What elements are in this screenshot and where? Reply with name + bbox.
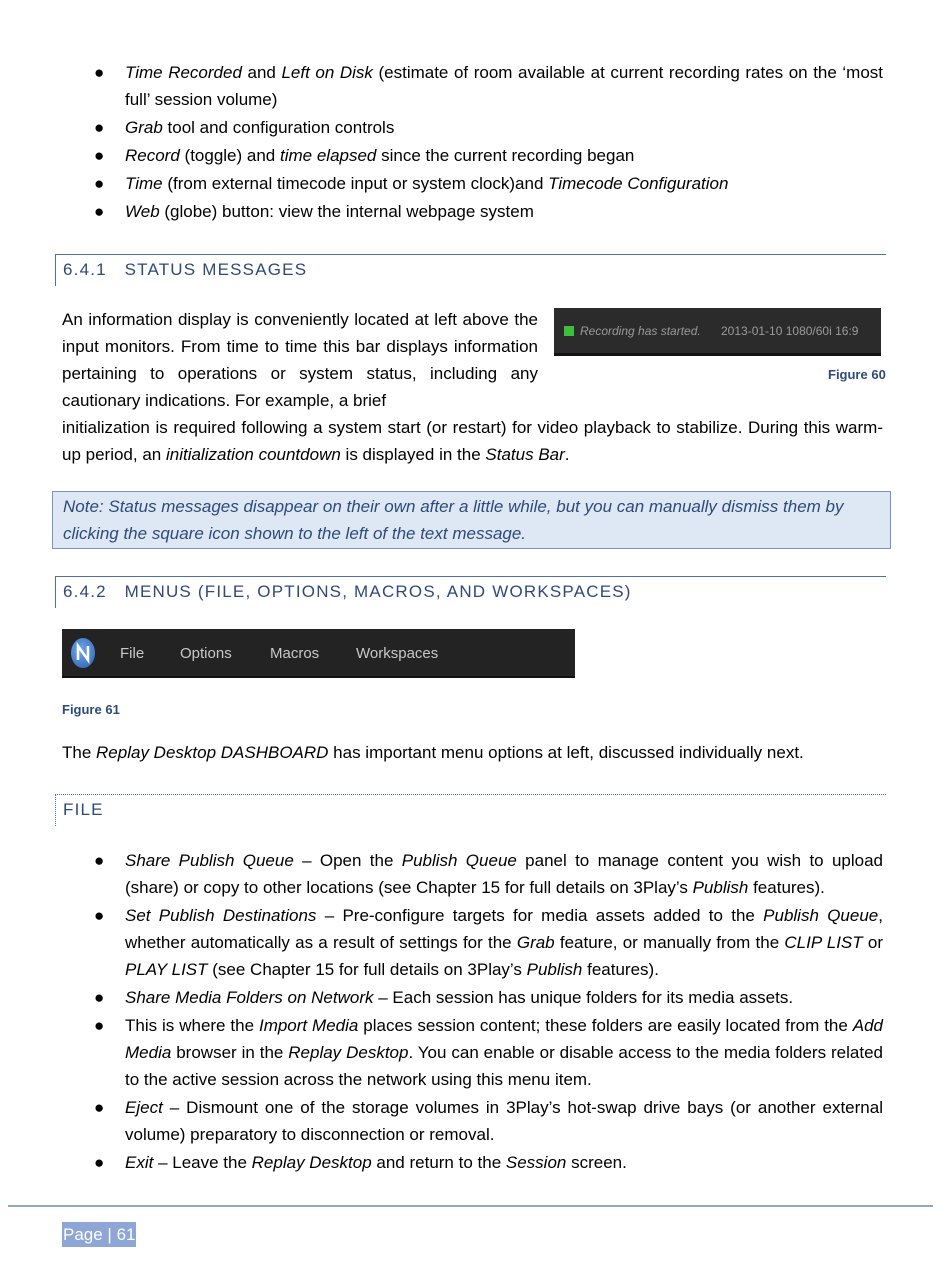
emphasis-text: Grab (125, 118, 163, 137)
bullet-icon: ● (94, 174, 105, 193)
text-run: tool and configuration controls (162, 118, 395, 137)
bullet-icon: ● (94, 63, 105, 82)
emphasis-text: Status Bar (485, 445, 565, 464)
text-run: . (564, 445, 570, 464)
bullet-icon: ● (94, 1153, 105, 1172)
bullet-icon: ● (94, 146, 105, 165)
page-number: Page | 61 (62, 1222, 136, 1247)
emphasis-text: CLIP LIST (784, 933, 863, 952)
emphasis-text: Replay Desktop (288, 1043, 409, 1062)
list-item (62, 198, 883, 225)
status-bar-figure (554, 308, 881, 356)
section-heading-menus (55, 576, 886, 608)
emphasis-text: PLAY LIST (125, 960, 208, 979)
emphasis-text: Record (125, 146, 180, 165)
text-run: initialization is required following a system start (or restart) for video playback to stabilize. During this warm-up period, an (62, 418, 883, 464)
bullet-icon: ● (94, 1016, 105, 1035)
status-paragraph-continuation (62, 414, 883, 468)
text-run: screen. (566, 1153, 627, 1172)
status-paragraph-intro: An information display is conveniently located at left above the input monitors. From time to time this bar displays information pertaining to operations or system status, including any cautionary indications. For example, a brief (62, 310, 538, 410)
text-run: – Pre-configure targets for media assets added to the (316, 906, 764, 925)
list-item (62, 170, 883, 197)
emphasis-text: initialization countdown (165, 445, 341, 464)
text-run: – Open the (293, 851, 402, 870)
emphasis-text: Session (505, 1153, 567, 1172)
subheading-file (55, 794, 886, 826)
bullet-icon: ● (94, 202, 105, 221)
file-menu-item-description (62, 1149, 883, 1176)
text-run: and (241, 63, 282, 82)
bullet-icon: ● (94, 988, 105, 1007)
emphasis-text: Time Recorded (125, 63, 242, 82)
file-menu-item-description (62, 1012, 883, 1093)
figure-60-caption: Figure 60 (828, 367, 886, 382)
text-run: (estimate of room available at current recording rates on the ‘most full’ session volume) (125, 63, 884, 109)
text-run: , whether automatically as a result of settings for the (125, 906, 883, 952)
text-run: has important menu options at left, discussed individually next. (328, 743, 804, 762)
top-bullet-list (62, 59, 883, 226)
emphasis-text: Grab (516, 933, 555, 952)
emphasis-text: Replay Desktop DASHBOARD (96, 743, 329, 762)
emphasis-text: Publish (692, 878, 749, 897)
emphasis-text: Timecode Configuration (548, 174, 729, 193)
emphasis-text: Add Media (125, 1016, 883, 1062)
text-run: (toggle) and (179, 146, 280, 165)
text-run: – Dismount one of the storage volumes in 3Play’s hot-swap drive bays (or another external volume) preparatory to disconnection or removal. (125, 1098, 883, 1144)
text-run: panel to manage content you wish to upload (share) or copy to other locations (see Chapter 15 for full details on 3Play’s (125, 851, 883, 897)
text-run: (from external timecode input or system clock)and (162, 174, 549, 193)
bullet-icon: ● (94, 118, 105, 137)
note-text: Note: Status messages disappear on their own after a little while, but you can manually dismiss them by clicking the square icon shown to the left of the text message. (63, 497, 844, 543)
emphasis-text: Set Publish Destinations (125, 906, 317, 925)
bullet-icon: ● (94, 1098, 105, 1117)
emphasis-text: time elapsed (280, 146, 377, 165)
dismiss-square-icon[interactable] (564, 326, 574, 336)
status-message-text: Recording has started. (580, 324, 701, 338)
file-menu-item-description (62, 1094, 883, 1148)
text-run: features). (748, 878, 825, 897)
emphasis-text: Publish (526, 960, 583, 979)
note-box (52, 491, 891, 549)
emphasis-text: Share Publish Queue (125, 851, 294, 870)
text-run: browser in the (171, 1043, 289, 1062)
list-item (62, 114, 883, 141)
text-run: and return to the (371, 1153, 506, 1172)
newtek-logo-icon[interactable] (71, 638, 95, 668)
text-run: (globe) button: view the internal webpage system (159, 202, 534, 221)
file-bullet-list (62, 847, 883, 1177)
text-run: . You can enable or disable access to the media folders related to the active session across the network using this menu item. (125, 1043, 883, 1089)
footer-rule (8, 1205, 933, 1207)
emphasis-text: Left on Disk (281, 63, 373, 82)
text-run: (see Chapter 15 for full details on 3Play’s (207, 960, 527, 979)
menu-options[interactable]: Options (180, 645, 232, 662)
file-menu-item-description (62, 984, 883, 1011)
menus-paragraph (62, 739, 883, 766)
section-heading-text: 6.4.2 MENUS (FILE, OPTIONS, MACROS, AND WORKSPACES) (63, 582, 632, 601)
section-heading-text: 6.4.1 STATUS MESSAGES (63, 260, 308, 279)
status-info-text: 2013-01-10 1080/60i 16:9 (721, 324, 859, 338)
menu-bar-figure (62, 629, 575, 678)
emphasis-text: Publish Queue (763, 906, 879, 925)
emphasis-text: Eject (125, 1098, 163, 1117)
emphasis-text: Share Media Folders on Network (125, 988, 374, 1007)
text-run: The (62, 743, 97, 762)
menu-macros[interactable]: Macros (270, 645, 320, 662)
emphasis-text: Import Media (258, 1016, 359, 1035)
bullet-icon: ● (94, 906, 105, 925)
section-heading-status-messages (55, 254, 886, 286)
text-run: or (862, 933, 883, 952)
emphasis-text: Time (125, 174, 163, 193)
menu-workspaces[interactable]: Workspaces (356, 645, 439, 662)
text-run: feature, or manually from the (554, 933, 785, 952)
file-menu-item-description (62, 902, 883, 983)
menu-file[interactable]: File (120, 645, 145, 662)
text-run: is displayed in the (340, 445, 486, 464)
text-run: places session content; these folders are easily located from the (358, 1016, 853, 1035)
subheading-text: FILE (63, 800, 104, 819)
text-run: since the current recording began (376, 146, 635, 165)
emphasis-text: Web (125, 202, 160, 221)
emphasis-text: Replay Desktop (251, 1153, 372, 1172)
list-item (62, 59, 883, 113)
figure-61-caption: Figure 61 (62, 702, 120, 717)
text-run: This is where the (125, 1016, 259, 1035)
text-run: features). (582, 960, 659, 979)
bullet-icon: ● (94, 851, 105, 870)
text-run: – Each session has unique folders for its media assets. (373, 988, 794, 1007)
list-item (62, 142, 883, 169)
text-run: – Leave the (153, 1153, 252, 1172)
emphasis-text: Exit (125, 1153, 154, 1172)
file-menu-item-description (62, 847, 883, 901)
emphasis-text: Publish Queue (401, 851, 517, 870)
